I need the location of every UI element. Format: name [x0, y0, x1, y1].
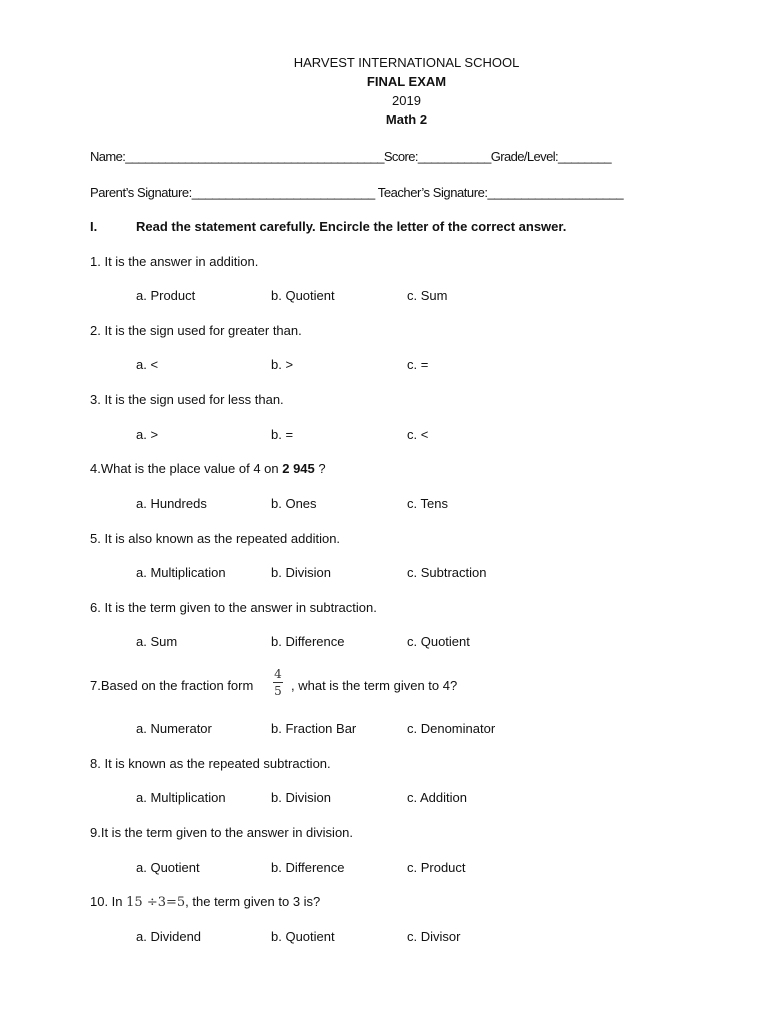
choice-4c: c. Tens	[407, 496, 448, 511]
choice-7c: c. Denominator	[407, 721, 496, 736]
choice-3c: c. <	[407, 427, 429, 442]
exam-year: 2019	[392, 93, 421, 108]
question-10-end: , the term given to 3 is?	[185, 894, 321, 909]
choice-8b: b. Division	[271, 790, 331, 805]
question-7-text: 7.Based on the fraction form	[90, 678, 254, 693]
question-4-text: 4.What is the place value of 4 on	[90, 461, 283, 476]
exam-title: FINAL EXAM	[366, 74, 447, 89]
choice-1b: b. Quotient	[271, 288, 335, 303]
name-score-grade-line: Name:_______________________________________Score:___________Grade/Level:________	[90, 149, 612, 164]
choice-10a: a. Dividend	[136, 929, 202, 944]
question-4-end: ?	[314, 461, 326, 476]
choice-1c: c. Sum	[407, 288, 448, 303]
fraction-numerator: 4	[274, 667, 282, 681]
fraction-denominator: 5	[274, 684, 282, 698]
section-number: I.	[90, 219, 98, 234]
choice-2a: a. <	[136, 357, 159, 372]
question-6: 6. It is the term given to the answer in subtraction.	[90, 600, 377, 615]
question-10	[90, 894, 320, 910]
fraction-four-fifths	[272, 666, 284, 699]
choice-7b: b. Fraction Bar	[271, 721, 357, 736]
question-7-end: , what is the term given to 4?	[291, 678, 458, 693]
section-instruction: Read the statement carefully. Encircle the letter of the correct answer.	[136, 219, 567, 234]
choice-3a: a. >	[136, 427, 159, 442]
school-name: HARVEST INTERNATIONAL SCHOOL	[293, 55, 520, 70]
question-8: 8. It is known as the repeated subtraction.	[90, 756, 331, 771]
choice-6b: b. Difference	[271, 634, 345, 649]
choice-10c: c. Divisor	[407, 929, 461, 944]
choice-5a: a. Multiplication	[136, 565, 226, 580]
choice-2b: b. >	[271, 357, 294, 372]
choice-7a: a. Numerator	[136, 721, 212, 736]
division-expression: 15 ÷3=5	[126, 895, 186, 910]
choice-4a: a. Hundreds	[136, 496, 207, 511]
question-4-number: 2 945	[282, 461, 315, 476]
signatures-line: Parent’s Signature:___________________________ Teacher’s Signature:____________________	[90, 185, 624, 200]
choice-8c: c. Addition	[407, 790, 467, 805]
choice-6a: a. Sum	[136, 634, 178, 649]
choice-10b: b. Quotient	[271, 929, 335, 944]
question-3: 3. It is the sign used for less than.	[90, 392, 284, 407]
choice-9a: a. Quotient	[136, 860, 200, 875]
question-9: 9.It is the term given to the answer in division.	[90, 825, 354, 840]
choice-5b: b. Division	[271, 565, 331, 580]
choice-8a: a. Multiplication	[136, 790, 226, 805]
choice-4b: b. Ones	[271, 496, 317, 511]
choice-1a: a. Product	[136, 288, 196, 303]
question-5: 5. It is also known as the repeated addition.	[90, 531, 341, 546]
question-2: 2. It is the sign used for greater than.	[90, 323, 302, 338]
choice-6c: c. Quotient	[407, 634, 470, 649]
choice-3b: b. =	[271, 427, 294, 442]
choice-9c: c. Product	[407, 860, 466, 875]
choice-9b: b. Difference	[271, 860, 345, 875]
question-4	[90, 461, 326, 476]
exam-subject: Math 2	[385, 112, 428, 127]
question-1: 1. It is the answer in addition.	[90, 254, 259, 269]
choice-2c: c. =	[407, 357, 429, 372]
question-10-text: 10. In	[90, 894, 127, 909]
choice-5c: c. Subtraction	[407, 565, 487, 580]
